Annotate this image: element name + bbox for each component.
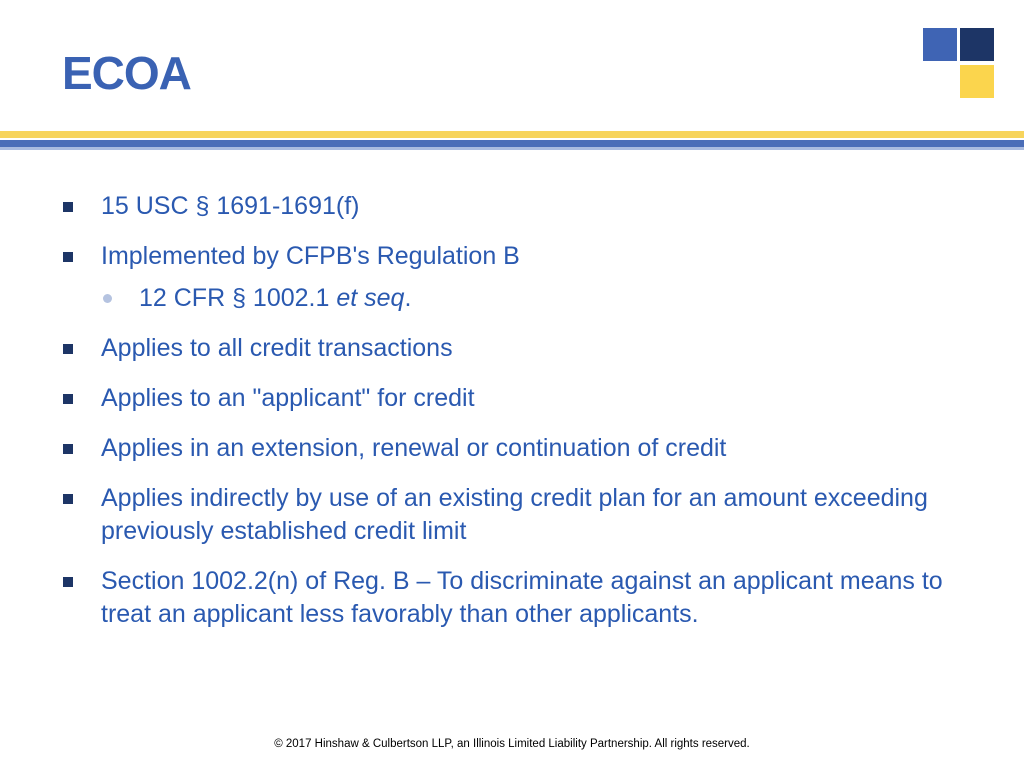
bullet-text: Applies indirectly by use of an existing credit plan for an amount exceeding previously established credit limit: [101, 484, 928, 545]
bullet-text: Applies to all credit transactions: [101, 334, 453, 362]
square-bullet-icon: [63, 344, 73, 354]
square-bullet-icon: [63, 444, 73, 454]
bullet-item: [62, 482, 962, 548]
bullet-item: [62, 565, 962, 631]
bullet-item: [62, 382, 962, 415]
header-rule-light: [0, 147, 1024, 150]
logo-square-navy: [960, 28, 994, 61]
header-rule-yellow: [0, 131, 1024, 138]
logo-square-blue: [923, 28, 957, 61]
three-squares-logo-icon: [923, 28, 995, 100]
sub-bullet-text: 12 CFR § 1002.1: [139, 284, 337, 312]
square-bullet-icon: [63, 252, 73, 262]
bullet-item: [62, 190, 962, 223]
bullet-item: [62, 332, 962, 365]
sub-bullet-suffix: .: [404, 284, 412, 312]
sub-bullet-item: [62, 282, 962, 315]
slide-title: ECOA: [62, 47, 191, 99]
sub-bullet-emphasis: et seq: [336, 284, 405, 312]
dot-bullet-icon: [103, 294, 112, 303]
square-bullet-icon: [63, 494, 73, 504]
bullet-text: Implemented by CFPB's Regulation B: [101, 242, 520, 270]
logo-square-yellow: [960, 65, 994, 98]
square-bullet-icon: [63, 577, 73, 587]
bullet-item: [62, 240, 962, 273]
copyright-footer: © 2017 Hinshaw & Culbertson LLP, an Illinois Limited Liability Partnership. All rights reserved.: [274, 738, 750, 750]
header-rule-blue: [0, 140, 1024, 147]
bullet-text: Applies to an "applicant" for credit: [101, 384, 475, 412]
bullet-text: 15 USC § 1691-1691(f): [101, 192, 360, 220]
bullet-text: Section 1002.2(n) of Reg. B – To discriminate against an applicant means to treat an applicant less favorably than other applicants.: [101, 567, 943, 628]
bullet-text: Applies in an extension, renewal or continuation of credit: [101, 434, 727, 462]
bullet-item: [62, 432, 962, 465]
square-bullet-icon: [63, 202, 73, 212]
square-bullet-icon: [63, 394, 73, 404]
bullet-list: [62, 190, 962, 648]
